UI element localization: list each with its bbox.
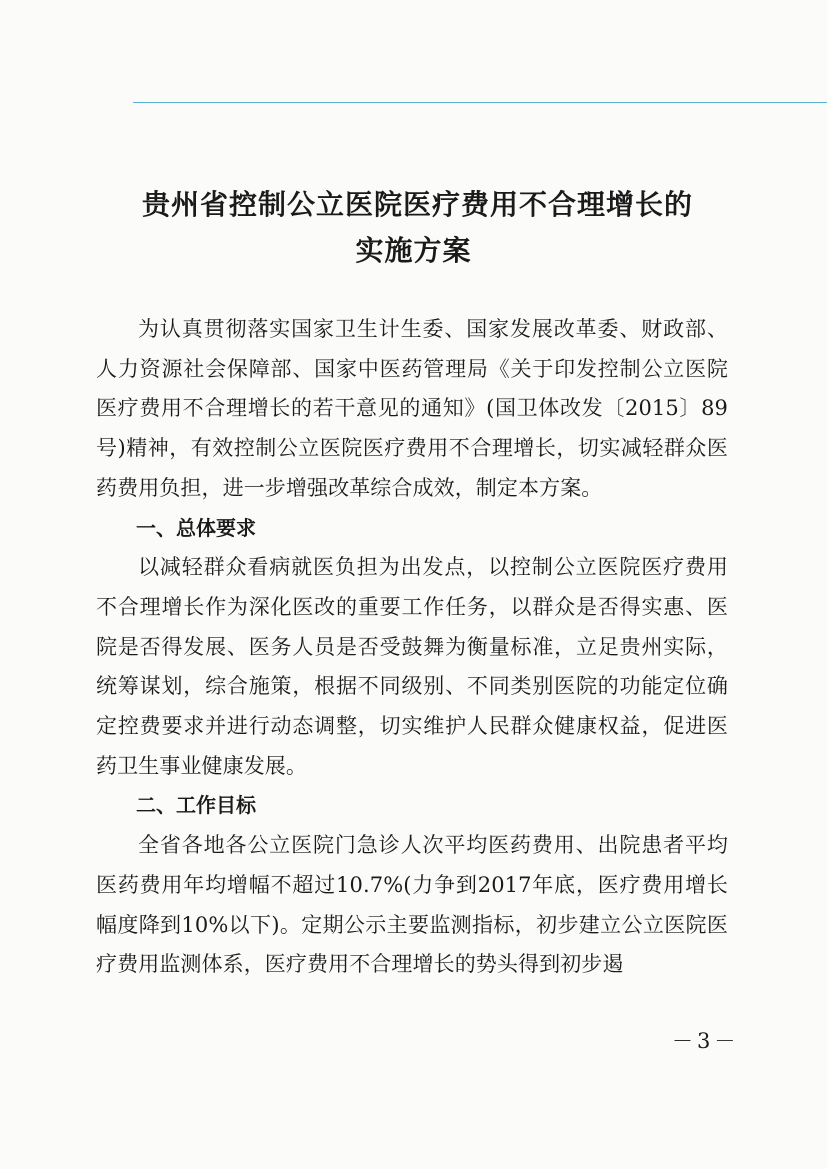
- page-number: －3－: [672, 1029, 740, 1053]
- section1-heading: 一、总体要求: [136, 515, 256, 540]
- document-body: [96, 310, 728, 985]
- intro-paragraph: 为认真贯彻落实国家卫生计生委、国家发展改革委、财政部、人力资源社会保障部、国家中医药管理局《关于印发控制公立医院医疗费用不合理增长的若干意见的通知》(国卫体改发〔2015〕89号)精神，有效控制公立医院医疗费用不合理增长，切实减轻群众医药费用负担，进一步增强改革综合成效，制定本方案。: [96, 317, 728, 500]
- header-rule: [133, 102, 827, 103]
- section2-paragraph: 全省各地各公立医院门急诊人次平均医药费用、出院患者平均医药费用年均增幅不超过10.7%(力争到2017年底，医疗费用增长幅度降到10%以下)。定期公示主要监测指标，初步建立公立医院医疗费用监测体系，医疗费用不合理增长的势头得到初步遏: [96, 833, 728, 977]
- section2-heading: 二、工作目标: [136, 793, 256, 818]
- section1-paragraph: 以减轻群众看病就医负担为出发点，以控制公立医院医疗费用不合理增长作为深化医改的重要工作任务，以群众是否得实惠、医院是否得发展、医务人员是否受鼓舞为衡量标准，立足贵州实际，统筹谋划，综合施策，根据不同级别、不同类别医院的功能定位确定控费要求并进行动态调整，切实维护人民群众健康权益，促进医药卫生事业健康发展。: [96, 555, 728, 778]
- document-title-line2: 实施方案: [355, 234, 472, 267]
- document-title-line1: 贵州省控制公立医院医疗费用不合理增长的: [141, 188, 693, 221]
